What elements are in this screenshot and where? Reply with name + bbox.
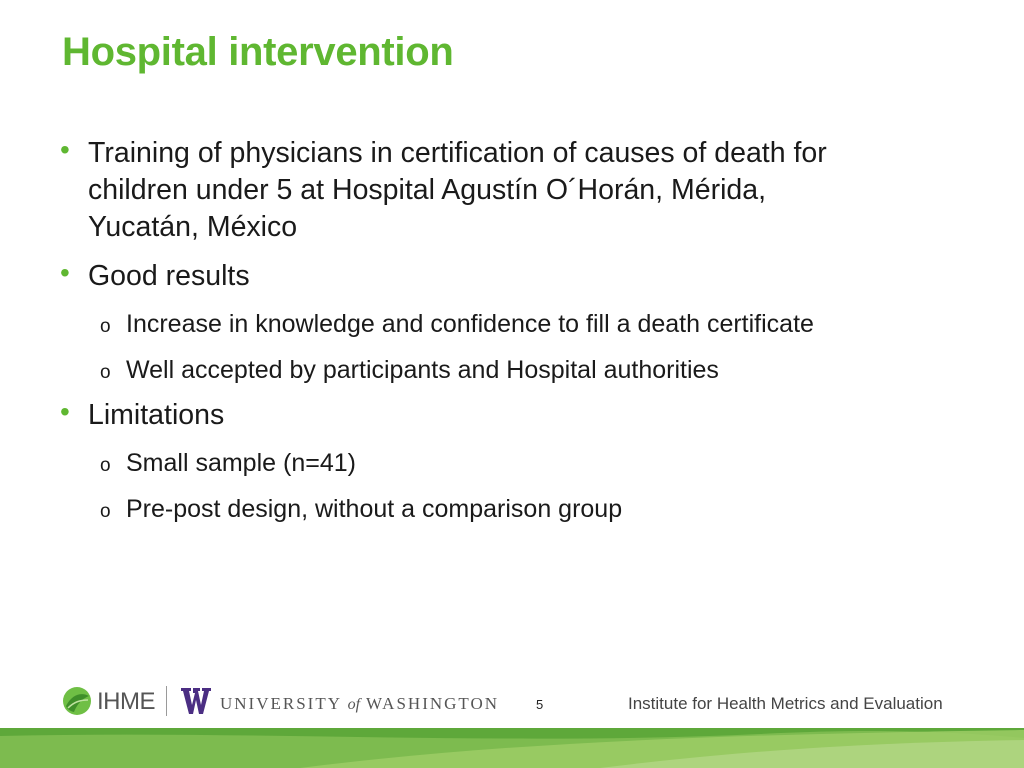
sub-bullet-dot: o [100, 455, 111, 476]
bullet-dot: • [60, 257, 70, 288]
institute-name: Institute for Health Metrics and Evaluation [628, 694, 943, 713]
sub-bullet-text: Increase in knowledge and confidence to fill a death certificate [126, 310, 814, 338]
page-number: 5 [536, 697, 544, 712]
bullet-text: Good results [88, 260, 250, 292]
sub-bullet-text: Well accepted by participants and Hospital authorities [126, 356, 719, 384]
sub-bullet-dot: o [100, 501, 111, 522]
bullet-limitations [60, 397, 960, 434]
sub-bullet-text: Small sample (n=41) [126, 449, 356, 477]
uw-wordmark-part: WASHINGTON [360, 694, 500, 713]
bullet-training [60, 135, 960, 246]
ihme-wordmark: IHME [97, 688, 155, 715]
slide-content [60, 135, 960, 524]
slide-title: Hospital intervention [62, 30, 454, 74]
sub-bullet-accepted [60, 355, 960, 385]
slide-footer [0, 680, 1024, 730]
sub-bullet-sample [60, 448, 960, 478]
bullet-text-line: children under 5 at Hospital Agustín O´Horán, Mérida, [88, 174, 767, 206]
sub-bullet-text: Pre-post design, without a comparison group [126, 495, 623, 523]
sub-bullet-design [60, 494, 960, 524]
uw-wordmark-part: UNIVERSITY [220, 694, 348, 713]
bullet-dot: • [60, 134, 70, 165]
sub-bullet-dot: o [100, 362, 111, 383]
sub-bullet-dot: o [100, 316, 111, 337]
footer-divider [166, 686, 167, 716]
bullet-text-line: Yucatán, México [88, 211, 298, 243]
green-wave-decoration [0, 728, 1024, 768]
uw-wordmark [220, 694, 499, 714]
bullet-text-line: Training of physicians in certification of causes of death for [88, 137, 827, 169]
bullet-text: Limitations [88, 399, 225, 431]
bullet-good-results [60, 258, 960, 295]
uw-wordmark-of: of [347, 696, 361, 713]
bullet-dot: • [60, 396, 70, 427]
sub-bullet-knowledge [60, 309, 960, 339]
ihme-leaf-icon [62, 686, 92, 716]
uw-w-logo-icon [181, 688, 211, 714]
